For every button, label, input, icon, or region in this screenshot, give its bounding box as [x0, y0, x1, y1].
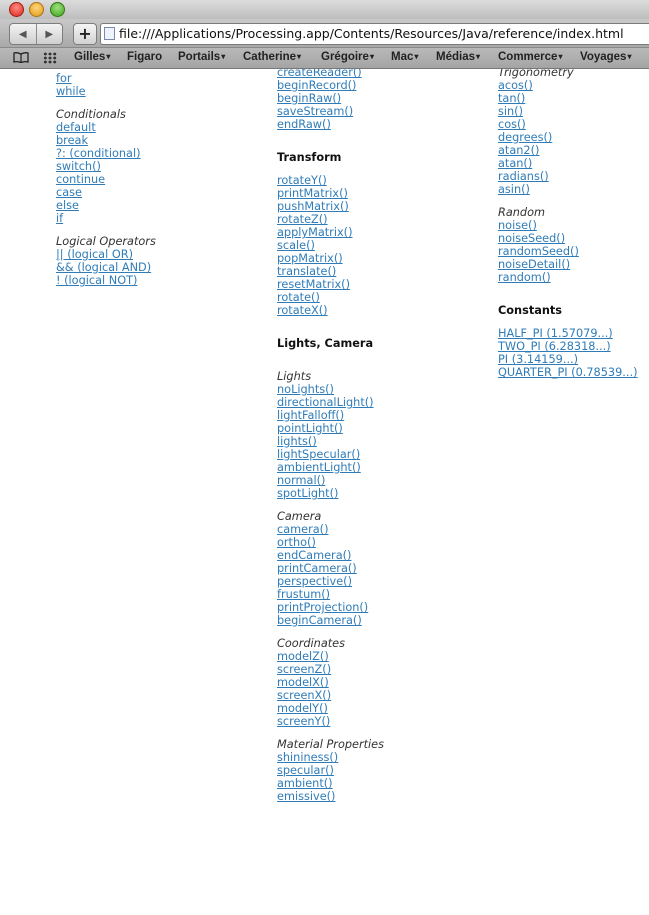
reference-link[interactable]: for: [56, 72, 72, 85]
reference-link[interactable]: scale(): [277, 239, 315, 252]
reference-link[interactable]: acos(): [498, 79, 533, 92]
reference-link[interactable]: beginRecord(): [277, 79, 357, 92]
reference-link[interactable]: continue: [56, 173, 106, 186]
reference-link[interactable]: rotateY(): [277, 174, 327, 187]
reference-link[interactable]: ! (logical NOT): [56, 274, 138, 287]
reference-link[interactable]: || (logical OR): [56, 248, 133, 261]
reference-link[interactable]: if: [56, 212, 64, 225]
reference-link[interactable]: QUARTER_PI (0.78539...): [498, 366, 638, 379]
reference-link[interactable]: camera(): [277, 523, 329, 536]
reference-link[interactable]: endRaw(): [277, 118, 331, 131]
reference-link[interactable]: randomSeed(): [498, 245, 579, 258]
subcategory-heading: Camera: [277, 510, 322, 523]
reference-link[interactable]: rotate(): [277, 291, 320, 304]
reference-link[interactable]: emissive(): [277, 790, 336, 803]
reference-link[interactable]: sin(): [498, 105, 523, 118]
reference-link[interactable]: screenX(): [277, 689, 332, 702]
address-bar[interactable]: [100, 23, 649, 45]
bookmark-figaro[interactable]: [127, 51, 162, 63]
reference-link[interactable]: radians(): [498, 170, 549, 183]
reference-link[interactable]: rotateX(): [277, 304, 328, 317]
reference-link[interactable]: directionalLight(): [277, 396, 374, 409]
reference-link[interactable]: random(): [498, 271, 551, 284]
reference-link[interactable]: lights(): [277, 435, 317, 448]
bookmark-mac[interactable]: [391, 51, 418, 63]
dropdown-arrow-icon: ▾: [369, 52, 374, 61]
category-heading: Constants: [498, 304, 563, 317]
bookmark-label: Figaro: [127, 51, 163, 63]
reference-link[interactable]: PI (3.14159...): [498, 353, 579, 366]
top-sites-grid-icon[interactable]: [43, 52, 57, 64]
reference-link[interactable]: ortho(): [277, 536, 316, 549]
reference-link[interactable]: pointLight(): [277, 422, 343, 435]
reference-link[interactable]: resetMatrix(): [277, 278, 350, 291]
dropdown-arrow-icon: ▾: [297, 52, 302, 61]
subcategory-heading: Random: [498, 206, 546, 219]
reference-link[interactable]: else: [56, 199, 79, 212]
bookmark-label: Voyages: [580, 51, 627, 63]
bookmark-portails[interactable]: [178, 51, 225, 63]
reference-link[interactable]: lightFalloff(): [277, 409, 345, 422]
reference-link[interactable]: atan(): [498, 157, 533, 170]
address-url[interactable]: file:///Applications/Processing.app/Contents/Resources/Java/reference/index.html: [119, 26, 624, 41]
subcategory-heading: Logical Operators: [56, 235, 156, 248]
reference-link[interactable]: beginCamera(): [277, 614, 362, 627]
reference-link[interactable]: modelY(): [277, 702, 328, 715]
dropdown-arrow-icon: ▾: [221, 52, 226, 61]
reference-link[interactable]: printCamera(): [277, 562, 357, 575]
subcategory-heading: Lights: [277, 370, 312, 383]
reference-link[interactable]: asin(): [498, 183, 530, 196]
reference-link[interactable]: endCamera(): [277, 549, 352, 562]
reference-link[interactable]: popMatrix(): [277, 252, 343, 265]
bookmark-commerce[interactable]: [498, 51, 562, 63]
reference-link[interactable]: normal(): [277, 474, 326, 487]
close-window-button[interactable]: [9, 2, 24, 17]
reference-link[interactable]: noLights(): [277, 383, 334, 396]
reference-link[interactable]: tan(): [498, 92, 526, 105]
reference-link[interactable]: ambient(): [277, 777, 333, 790]
minimize-window-button[interactable]: [29, 2, 44, 17]
reference-link[interactable]: createReader(): [277, 69, 362, 79]
reference-link[interactable]: noiseSeed(): [498, 232, 566, 245]
reference-link[interactable]: degrees(): [498, 131, 553, 144]
window-titlebar: [0, 0, 649, 19]
subcategory-heading: Conditionals: [56, 108, 126, 121]
reference-link[interactable]: modelZ(): [277, 650, 329, 663]
reference-link[interactable]: while: [56, 85, 86, 98]
reference-link[interactable]: screenZ(): [277, 663, 332, 676]
reference-link[interactable]: && (logical AND): [56, 261, 152, 274]
page-icon: [104, 27, 115, 40]
dropdown-arrow-icon: ▾: [627, 52, 632, 61]
open-book-icon[interactable]: [13, 52, 29, 63]
reference-link[interactable]: shininess(): [277, 751, 339, 764]
reference-link[interactable]: atan2(): [498, 144, 540, 157]
reference-link[interactable]: TWO_PI (6.28318...): [498, 340, 611, 353]
bookmark-label: Médias: [436, 51, 475, 63]
reference-link[interactable]: lightSpecular(): [277, 448, 361, 461]
reference-link[interactable]: modelX(): [277, 676, 329, 689]
bookmark-grégoire[interactable]: [321, 51, 374, 63]
category-heading: Transform: [277, 151, 342, 164]
reference-link[interactable]: applyMatrix(): [277, 226, 353, 239]
navigation-buttons: [9, 23, 63, 45]
reference-link[interactable]: printMatrix(): [277, 187, 348, 200]
bookmark-catherine[interactable]: [243, 51, 301, 63]
subcategory-heading: Material Properties: [277, 738, 385, 751]
reference-link[interactable]: screenY(): [277, 715, 331, 728]
reference-link[interactable]: switch(): [56, 160, 101, 173]
reference-link[interactable]: printProjection(): [277, 601, 369, 614]
reference-link[interactable]: rotateZ(): [277, 213, 328, 226]
reference-link[interactable]: noise(): [498, 219, 537, 232]
reference-link[interactable]: cos(): [498, 118, 526, 131]
reference-link[interactable]: perspective(): [277, 575, 353, 588]
bookmark-label: Grégoire: [321, 51, 369, 63]
bookmarks-bar: [0, 48, 649, 69]
dropdown-arrow-icon: ▾: [558, 52, 563, 61]
reference-link[interactable]: ambientLight(): [277, 461, 361, 474]
reference-link[interactable]: noiseDetail(): [498, 258, 571, 271]
bookmark-voyages[interactable]: [580, 51, 631, 63]
bookmark-gilles[interactable]: [74, 51, 110, 63]
subcategory-heading: Coordinates: [277, 637, 346, 650]
reference-link[interactable]: frustum(): [277, 588, 331, 601]
zoom-window-button[interactable]: [50, 2, 65, 17]
category-heading: Lights, Camera: [277, 337, 374, 350]
bookmark-label: Catherine: [243, 51, 297, 63]
reference-link[interactable]: HALF_PI (1.57079...): [498, 327, 613, 340]
dropdown-arrow-icon: ▾: [476, 52, 481, 61]
forward-button[interactable]: ▶: [45, 28, 54, 40]
bookmark-label: Commerce: [498, 51, 558, 63]
reference-link[interactable]: default: [56, 121, 96, 134]
reference-page-content: [0, 69, 649, 915]
dropdown-arrow-icon: ▾: [414, 52, 419, 61]
bookmark-label: Mac: [391, 51, 414, 63]
bookmark-médias[interactable]: [436, 51, 480, 63]
back-button[interactable]: ◀: [10, 24, 37, 44]
reference-link[interactable]: beginRaw(): [277, 92, 342, 105]
browser-toolbar: [0, 19, 649, 48]
bookmark-label: Portails: [178, 51, 221, 63]
reference-link[interactable]: pushMatrix(): [277, 200, 349, 213]
add-bookmark-button[interactable]: +: [73, 23, 97, 45]
reference-link[interactable]: ?: (conditional): [56, 147, 141, 160]
subcategory-heading: Trigonometry: [498, 69, 574, 79]
reference-link[interactable]: translate(): [277, 265, 337, 278]
reference-link[interactable]: specular(): [277, 764, 334, 777]
reference-link[interactable]: spotLight(): [277, 487, 339, 500]
reference-link[interactable]: case: [56, 186, 82, 199]
dropdown-arrow-icon: ▾: [106, 52, 111, 61]
bookmark-label: Gilles: [74, 51, 106, 63]
reference-link[interactable]: saveStream(): [277, 105, 354, 118]
reference-link[interactable]: break: [56, 134, 88, 147]
